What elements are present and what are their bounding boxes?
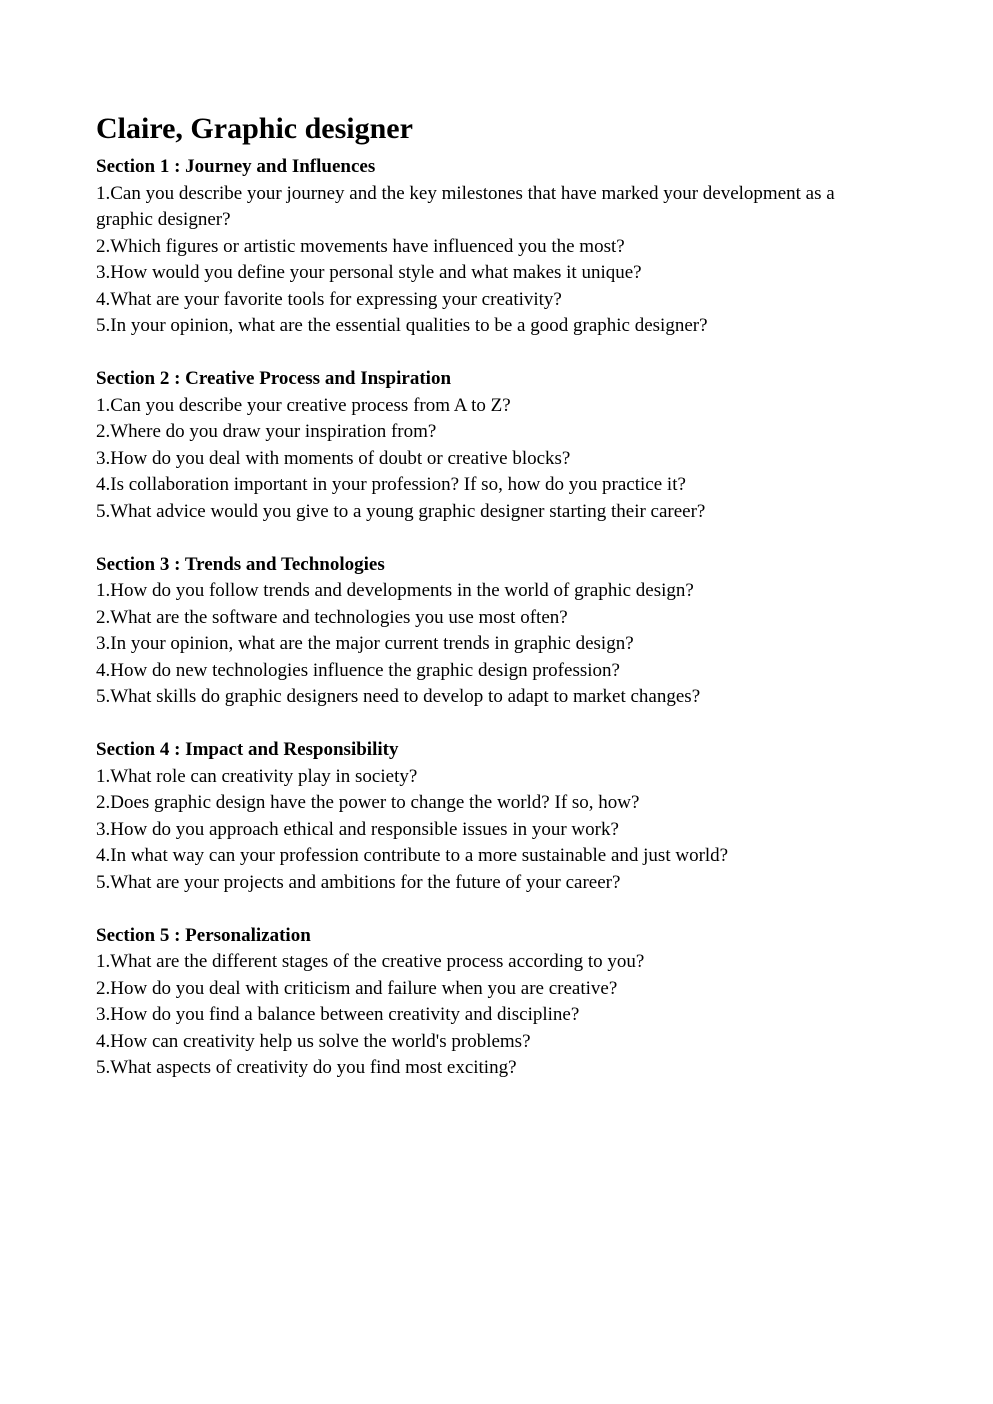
question-item: 5.What aspects of creativity do you find most exciting? [96,1057,517,1078]
question-item: 4.In what way can your profession contribute to a more sustainable and just world? [96,845,729,866]
question-item: 1.What are the different stages of the creative process according to you? [96,951,645,972]
question-item: 2.How do you deal with criticism and failure when you are creative? [96,977,618,999]
question-item: 4.Is collaboration important in your profession? If so, how do you practice it? [96,474,686,495]
question-item: 1.Can you describe your creative process from A to Z? [96,394,511,416]
section-5 [96,923,896,1082]
section-1 [96,154,896,340]
section-heading: Section 3 : Trends and Technologies [96,553,385,575]
question-item: 2.Where do you draw your inspiration from? [96,421,437,442]
question-item: 4.How can creativity help us solve the world's problems? [96,1030,531,1052]
question-item: 5.What skills do graphic designers need to develop to adapt to market changes? [96,686,701,707]
question-item: 4.What are your favorite tools for expressing your creativity? [96,288,562,310]
question-item: 1.Can you describe your journey and the key milestones that have marked your development as a graphic designer? [96,182,835,230]
section-4 [96,737,896,896]
section-3 [96,552,896,711]
question-item: 3.How would you define your personal style and what makes it unique? [96,262,642,283]
question-item: 3.How do you approach ethical and responsible issues in your work? [96,818,619,840]
question-item: 1.How do you follow trends and developments in the world of graphic design? [96,580,694,601]
question-item: 5.What are your projects and ambitions for the future of your career? [96,871,621,893]
section-2 [96,366,896,525]
question-item: 3.How do you find a balance between creativity and discipline? [96,1004,580,1025]
document-page [96,110,896,1082]
question-item: 4.How do new technologies influence the graphic design profession? [96,659,620,681]
section-heading: Section 2 : Creative Process and Inspiration [96,368,452,389]
question-item: 2.What are the software and technologies you use most often? [96,606,568,628]
question-item: 2.Which figures or artistic movements have influenced you the most? [96,235,625,257]
question-item: 2.Does graphic design have the power to change the world? If so, how? [96,792,640,813]
question-item: 5.What advice would you give to a young graphic designer starting their career? [96,500,706,522]
section-heading: Section 4 : Impact and Responsibility [96,739,399,760]
question-item: 5.In your opinion, what are the essential qualities to be a good graphic designer? [96,315,708,336]
section-heading: Section 5 : Personalization [96,924,311,946]
section-heading: Section 1 : Journey and Influences [96,156,376,177]
question-item: 3.How do you deal with moments of doubt or creative blocks? [96,447,571,469]
question-item: 3.In your opinion, what are the major current trends in graphic design? [96,633,634,654]
question-item: 1.What role can creativity play in society? [96,765,418,787]
document-title: Claire, Graphic designer [96,112,413,145]
